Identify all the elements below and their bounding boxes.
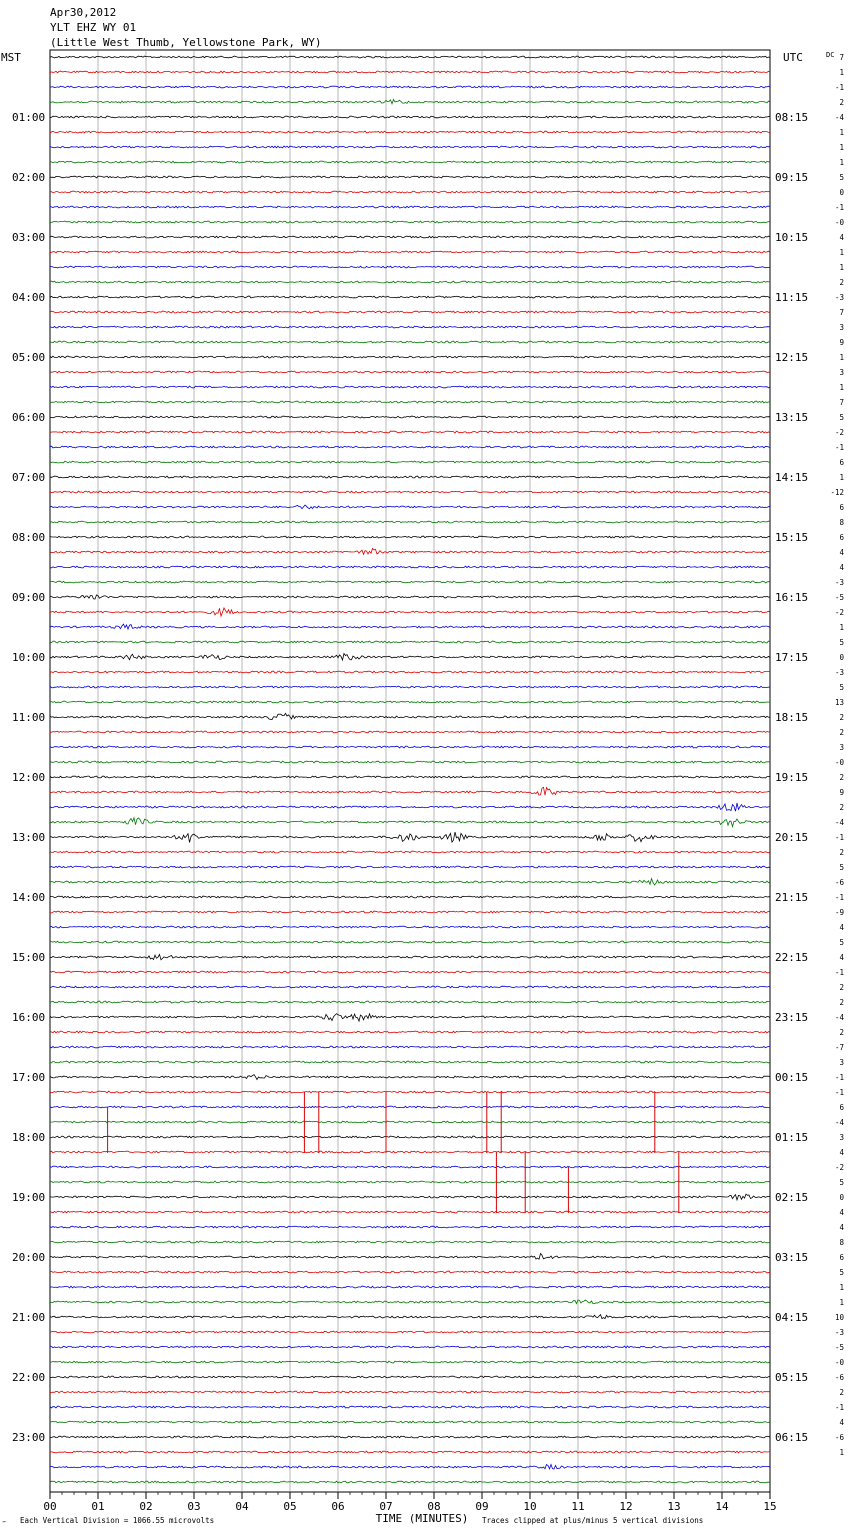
right-hour-label: 00:15 [775, 1071, 809, 1084]
left-hour-label: 13:00 [12, 831, 46, 844]
x-tick-label: 09 [475, 1500, 489, 1513]
dc-offset-value: -1 [834, 968, 844, 977]
dc-offset-value: 4 [839, 1418, 844, 1427]
dc-offset-value: 3 [839, 1058, 844, 1067]
left-hour-label: 19:00 [12, 1191, 46, 1204]
trace-65 [50, 1031, 770, 1033]
right-hour-label: 08:15 [775, 111, 809, 124]
dc-offset-label: DC [826, 51, 835, 59]
dc-offset-value: 1 [839, 158, 844, 167]
trace-43 [50, 701, 770, 703]
dc-offset-value: -3 [834, 668, 844, 677]
trace-86 [50, 1346, 770, 1348]
trace-63 [50, 1001, 770, 1003]
dc-offset-value: -1 [834, 833, 844, 842]
trace-68 [50, 1075, 770, 1080]
trace-73 [50, 1151, 770, 1153]
right-hour-label: 03:15 [775, 1251, 809, 1264]
trace-51 [50, 818, 770, 827]
trace-3 [50, 100, 770, 104]
right-hour-label: 20:15 [775, 831, 809, 844]
x-tick-label: 06 [331, 1500, 345, 1513]
dc-offset-value: -1 [834, 893, 844, 902]
x-tick-label: 07 [379, 1500, 393, 1513]
trace-16 [50, 296, 770, 298]
left-hour-label: 12:00 [12, 771, 46, 784]
dc-offset-value: 3 [839, 323, 844, 332]
dc-offset-value: -1 [834, 1073, 844, 1082]
trace-20 [50, 356, 770, 358]
trace-49 [50, 787, 770, 795]
left-hour-label: 23:00 [12, 1431, 46, 1444]
dc-offset-value: -1 [834, 1088, 844, 1097]
trace-59 [50, 941, 770, 943]
trace-95 [50, 1481, 770, 1483]
right-hour-label: 16:15 [775, 591, 809, 604]
dc-offset-value: -4 [834, 1013, 844, 1022]
trace-4 [50, 116, 770, 118]
trace-33 [50, 549, 770, 555]
trace-52 [50, 832, 770, 842]
trace-14 [50, 266, 770, 268]
trace-9 [50, 191, 770, 193]
trace-57 [50, 911, 770, 913]
dc-offset-value: -1 [834, 203, 844, 212]
dc-offset-value: 1 [839, 128, 844, 137]
dc-offset-value: 5 [839, 863, 844, 872]
trace-15 [50, 281, 770, 283]
trace-22 [50, 386, 770, 388]
left-hour-label: 05:00 [12, 351, 46, 364]
trace-71 [50, 1121, 770, 1123]
trace-77 [50, 1211, 770, 1213]
trace-21 [50, 371, 770, 373]
trace-29 [50, 491, 770, 493]
dc-offset-value: -4 [834, 1118, 844, 1127]
left-hour-label: 09:00 [12, 591, 46, 604]
dc-offset-value: 9 [839, 338, 844, 347]
trace-23 [50, 401, 770, 403]
right-hour-label: 13:15 [775, 411, 809, 424]
trace-81 [50, 1271, 770, 1273]
dc-offset-value: 5 [839, 1268, 844, 1277]
right-timezone-label: UTC [783, 51, 803, 64]
trace-46 [50, 746, 770, 748]
dc-offset-value: 1 [839, 1298, 844, 1307]
trace-25 [50, 431, 770, 433]
dc-offset-value: 4 [839, 1208, 844, 1217]
trace-13 [50, 251, 770, 253]
left-hour-label: 16:00 [12, 1011, 46, 1024]
dc-offset-value: 0 [839, 1193, 844, 1202]
dc-offset-value: 1 [839, 353, 844, 362]
left-hour-label: 22:00 [12, 1371, 46, 1384]
trace-31 [50, 521, 770, 523]
dc-offset-value: 4 [839, 953, 844, 962]
dc-offset-value: 2 [839, 998, 844, 1007]
dc-offset-value: 4 [839, 1223, 844, 1232]
trace-30 [50, 505, 770, 509]
trace-35 [50, 581, 770, 583]
dc-offset-value: -1 [834, 83, 844, 92]
trace-70 [50, 1106, 770, 1108]
right-hour-label: 19:15 [775, 771, 809, 784]
dc-offset-value: 1 [839, 623, 844, 632]
header-location: (Little West Thumb, Yellowstone Park, WY) [50, 36, 322, 49]
trace-84 [50, 1315, 770, 1319]
trace-93 [50, 1451, 770, 1453]
dc-offset-value: 8 [839, 1238, 844, 1247]
left-hour-label: 07:00 [12, 471, 46, 484]
trace-82 [50, 1286, 770, 1288]
dc-offset-value: 2 [839, 278, 844, 287]
dc-offset-value: 4 [839, 1148, 844, 1157]
dc-offset-value: -6 [834, 878, 844, 887]
dc-offset-value: 5 [839, 683, 844, 692]
dc-offset-value: -3 [834, 578, 844, 587]
x-tick-label: 10 [523, 1500, 537, 1513]
trace-34 [50, 566, 770, 568]
trace-91 [50, 1421, 770, 1423]
trace-76 [50, 1194, 770, 1200]
trace-85 [50, 1331, 770, 1333]
trace-94 [50, 1465, 770, 1470]
trace-1 [50, 71, 770, 73]
trace-28 [50, 476, 770, 478]
dc-offset-value: 5 [839, 638, 844, 647]
trace-74 [50, 1166, 770, 1168]
header-date: Apr30,2012 [50, 6, 117, 19]
trace-56 [50, 896, 770, 898]
dc-offset-value: 9 [839, 788, 844, 797]
right-hour-label: 21:15 [775, 891, 809, 904]
trace-2 [50, 86, 770, 88]
dc-offset-value: -6 [834, 1433, 844, 1442]
trace-18 [50, 326, 770, 328]
dc-offset-value: -5 [834, 593, 844, 602]
trace-5 [50, 131, 770, 133]
trace-60 [50, 954, 770, 959]
dc-offset-value: 6 [839, 1253, 844, 1262]
trace-32 [50, 536, 770, 538]
trace-27 [50, 461, 770, 463]
dc-offset-value: 2 [839, 728, 844, 737]
trace-39 [50, 641, 770, 643]
x-tick-label: 03 [187, 1500, 201, 1513]
trace-80 [50, 1254, 770, 1260]
trace-61 [50, 971, 770, 973]
dc-offset-value: -2 [834, 1163, 844, 1172]
dc-offset-value: 2 [839, 983, 844, 992]
trace-45 [50, 731, 770, 733]
trace-38 [50, 624, 770, 629]
x-tick-label: 12 [619, 1500, 633, 1513]
dc-offset-value: -12 [830, 488, 844, 497]
trace-55 [50, 879, 770, 885]
trace-90 [50, 1406, 770, 1408]
x-tick-label: 05 [283, 1500, 297, 1513]
left-timezone-label: MST [1, 51, 21, 64]
trace-26 [50, 446, 770, 448]
x-tick-label: 11 [571, 1500, 585, 1513]
dc-offset-value: 0 [839, 653, 844, 662]
dc-offset-value: -5 [834, 1343, 844, 1352]
trace-92 [50, 1436, 770, 1438]
dc-offset-value: 0 [839, 188, 844, 197]
x-axis [43, 1492, 776, 1513]
dc-offset-value: 3 [839, 743, 844, 752]
trace-66 [50, 1046, 770, 1048]
dc-offset-value: 2 [839, 848, 844, 857]
trace-54 [50, 866, 770, 868]
dc-offset-value: 7 [839, 53, 844, 62]
left-hour-label: 08:00 [12, 531, 46, 544]
dc-offset-value: 6 [839, 1103, 844, 1112]
left-hour-label: 04:00 [12, 291, 46, 304]
dc-offset-value: -2 [834, 428, 844, 437]
trace-53 [50, 851, 770, 853]
x-tick-label: 02 [139, 1500, 153, 1513]
dc-offset-value: 8 [839, 518, 844, 527]
right-hour-label: 22:15 [775, 951, 809, 964]
trace-44 [50, 713, 770, 719]
header-station: YLT EHZ WY 01 [50, 21, 137, 34]
dc-offset-value: 10 [834, 1313, 844, 1322]
trace-24 [50, 416, 770, 418]
dc-offset-value: -6 [834, 1373, 844, 1382]
right-hour-label: 04:15 [775, 1311, 809, 1324]
dc-offset-value: 6 [839, 503, 844, 512]
trace-36 [50, 595, 770, 599]
left-hour-label: 21:00 [12, 1311, 46, 1324]
dc-offset-value: 7 [839, 398, 844, 407]
dc-offset-value: 5 [839, 1178, 844, 1187]
scale-note: Each Vertical Division = 1066.55 microvolts [20, 1516, 215, 1525]
trace-7 [50, 161, 770, 163]
clip-note: Traces clipped at plus/minus 5 vertical divisions [482, 1516, 704, 1525]
right-hour-label: 02:15 [775, 1191, 809, 1204]
dc-offset-value: 2 [839, 803, 844, 812]
dc-offset-value: 6 [839, 458, 844, 467]
dc-offset-value: -4 [834, 113, 844, 122]
trace-19 [50, 341, 770, 343]
left-hour-label: 15:00 [12, 951, 46, 964]
trace-78 [50, 1226, 770, 1228]
trace-40 [50, 654, 770, 661]
dc-offset-value: 3 [839, 1133, 844, 1142]
dc-offset-value: 1 [839, 1448, 844, 1457]
x-tick-label: 01 [91, 1500, 105, 1513]
trace-41 [50, 671, 770, 673]
chart-header [50, 6, 322, 49]
trace-group [50, 56, 770, 1483]
trace-50 [50, 803, 770, 811]
trace-89 [50, 1391, 770, 1393]
dc-offset-value: -3 [834, 293, 844, 302]
dc-offset-value: 1 [839, 1283, 844, 1292]
trace-12 [50, 236, 770, 238]
trace-83 [50, 1300, 770, 1304]
right-hour-label: 14:15 [775, 471, 809, 484]
right-hour-label: 18:15 [775, 711, 809, 724]
left-hour-label: 10:00 [12, 651, 46, 664]
left-hour-label: 02:00 [12, 171, 46, 184]
trace-72 [50, 1136, 770, 1138]
trace-48 [50, 776, 770, 778]
dc-offset-value: 13 [834, 698, 844, 707]
trace-87 [50, 1361, 770, 1363]
trace-47 [50, 761, 770, 763]
trace-37 [50, 608, 770, 616]
trace-17 [50, 311, 770, 313]
trace-11 [50, 221, 770, 223]
dc-offset-value: 5 [839, 938, 844, 947]
x-axis-title: TIME (MINUTES) [375, 1512, 469, 1525]
x-tick-label: 04 [235, 1500, 249, 1513]
dc-offset-value: 1 [839, 263, 844, 272]
right-hour-label: 10:15 [775, 231, 809, 244]
dc-offset-value: -2 [834, 608, 844, 617]
dc-offset-value: 6 [839, 533, 844, 542]
corner-mark: ‴ [2, 1520, 7, 1528]
dc-offset-value: 1 [839, 248, 844, 257]
right-hour-label: 11:15 [775, 291, 809, 304]
left-hour-labels [12, 111, 45, 1444]
right-hour-label: 05:15 [775, 1371, 809, 1384]
trace-79 [50, 1241, 770, 1243]
dc-offset-value: 4 [839, 233, 844, 242]
left-hour-label: 17:00 [12, 1071, 46, 1084]
trace-0 [50, 56, 770, 58]
dc-offset-value: -1 [834, 443, 844, 452]
trace-88 [50, 1376, 770, 1378]
right-hour-label: 15:15 [775, 531, 809, 544]
left-hour-label: 03:00 [12, 231, 46, 244]
right-hour-label: 23:15 [775, 1011, 809, 1024]
dc-offset-value: -1 [834, 1403, 844, 1412]
dc-offset-value: 7 [839, 308, 844, 317]
dc-offset-value: 3 [839, 368, 844, 377]
left-hour-label: 14:00 [12, 891, 46, 904]
dc-offset-value: -7 [834, 1043, 844, 1052]
trace-6 [50, 146, 770, 148]
trace-8 [50, 176, 770, 178]
x-tick-label: 00 [43, 1500, 57, 1513]
right-hour-label: 09:15 [775, 171, 809, 184]
right-hour-label: 01:15 [775, 1131, 809, 1144]
dc-offset-value: -0 [834, 218, 844, 227]
dc-offset-value: -9 [834, 908, 844, 917]
dc-offset-value: -0 [834, 1358, 844, 1367]
dc-offset-value: 2 [839, 98, 844, 107]
left-hour-label: 11:00 [12, 711, 46, 724]
dc-offset-value: 4 [839, 923, 844, 932]
dc-offset-value: 2 [839, 1028, 844, 1037]
dc-offset-value: 1 [839, 473, 844, 482]
right-hour-label: 12:15 [775, 351, 809, 364]
x-tick-label: 14 [715, 1500, 729, 1513]
dc-offset-value: 2 [839, 773, 844, 782]
dc-offset-value: 1 [839, 143, 844, 152]
left-hour-label: 20:00 [12, 1251, 46, 1264]
dc-offset-value: 2 [839, 713, 844, 722]
right-hour-label: 06:15 [775, 1431, 809, 1444]
trace-69 [50, 1091, 770, 1093]
x-tick-label: 08 [427, 1500, 441, 1513]
dc-offset-labels [830, 53, 844, 1457]
dc-offset-value: 5 [839, 413, 844, 422]
trace-67 [50, 1061, 770, 1063]
right-hour-labels [775, 111, 808, 1444]
trace-75 [50, 1181, 770, 1183]
dc-offset-value: -3 [834, 1328, 844, 1337]
trace-42 [50, 686, 770, 688]
right-hour-label: 17:15 [775, 651, 809, 664]
trace-64 [50, 1014, 770, 1022]
dc-offset-value: -0 [834, 758, 844, 767]
dc-offset-value: 4 [839, 563, 844, 572]
trace-62 [50, 986, 770, 988]
dc-offset-value: 1 [839, 383, 844, 392]
trace-10 [50, 206, 770, 208]
dc-offset-value: -4 [834, 818, 844, 827]
dc-offset-value: 2 [839, 1388, 844, 1397]
x-tick-label: 15 [763, 1500, 777, 1513]
dc-offset-value: 4 [839, 548, 844, 557]
left-hour-label: 01:00 [12, 111, 46, 124]
trace-58 [50, 926, 770, 928]
x-tick-label: 13 [667, 1500, 681, 1513]
left-hour-label: 06:00 [12, 411, 46, 424]
dc-offset-value: 1 [839, 68, 844, 77]
left-hour-label: 18:00 [12, 1131, 46, 1144]
dc-offset-value: 5 [839, 173, 844, 182]
